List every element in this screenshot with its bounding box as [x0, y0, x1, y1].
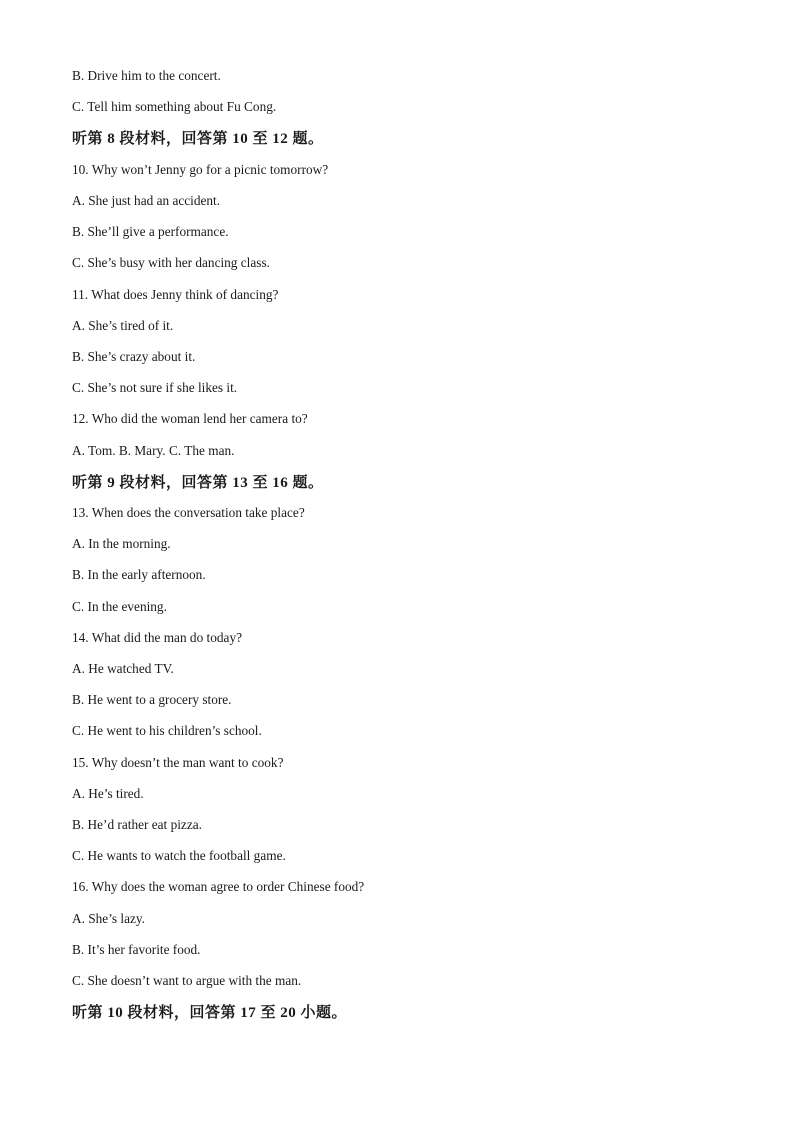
option-b-q15: B. He’d rather eat pizza.	[72, 817, 202, 832]
options-q12: A. Tom. B. Mary. C. The man.	[72, 443, 235, 458]
option-c-q14: C. He went to his children’s school.	[72, 723, 262, 738]
option-a-q13: A. In the morning.	[72, 536, 171, 551]
section-heading-10: 听第 10 段材料，回答第 17 至 20 小题。	[72, 1005, 348, 1021]
question-13: 13. When does the conversation take place?	[72, 505, 305, 520]
option-b-q16: B. It’s her favorite food.	[72, 942, 201, 957]
question-14: 14. What did the man do today?	[72, 630, 242, 645]
option-b-q11: B. She’s crazy about it.	[72, 349, 196, 364]
option-c-q11: C. She’s not sure if she likes it.	[72, 380, 238, 395]
question-10: 10. Why won’t Jenny go for a picnic tomorrow?	[72, 162, 329, 177]
option-a-q15: A. He’s tired.	[72, 786, 144, 801]
option-c-q16: C. She doesn’t want to argue with the man.	[72, 973, 302, 988]
question-15: 15. Why doesn’t the man want to cook?	[72, 755, 284, 770]
question-16: 16. Why does the woman agree to order Chinese food?	[72, 879, 365, 894]
option-c-q15: C. He wants to watch the football game.	[72, 848, 286, 863]
section-heading-9: 听第 9 段材料，回答第 13 至 16 题。	[72, 475, 324, 491]
option-b-q10: B. She’ll give a performance.	[72, 224, 229, 239]
option-a-q14: A. He watched TV.	[72, 661, 174, 676]
option-b-q9: B. Drive him to the concert.	[72, 68, 221, 83]
option-a-q16: A. She’s lazy.	[72, 911, 145, 926]
question-12: 12. Who did the woman lend her camera to?	[72, 411, 308, 426]
option-c-q10: C. She’s busy with her dancing class.	[72, 255, 270, 270]
option-a-q10: A. She just had an accident.	[72, 193, 221, 208]
section-heading-8: 听第 8 段材料，回答第 10 至 12 题。	[72, 131, 324, 147]
option-a-q11: A. She’s tired of it.	[72, 318, 174, 333]
question-11: 11. What does Jenny think of dancing?	[72, 287, 279, 302]
option-b-q13: B. In the early afternoon.	[72, 567, 206, 582]
option-b-q14: B. He went to a grocery store.	[72, 692, 232, 707]
option-c-q13: C. In the evening.	[72, 599, 167, 614]
option-c-q9: C. Tell him something about Fu Cong.	[72, 99, 277, 114]
